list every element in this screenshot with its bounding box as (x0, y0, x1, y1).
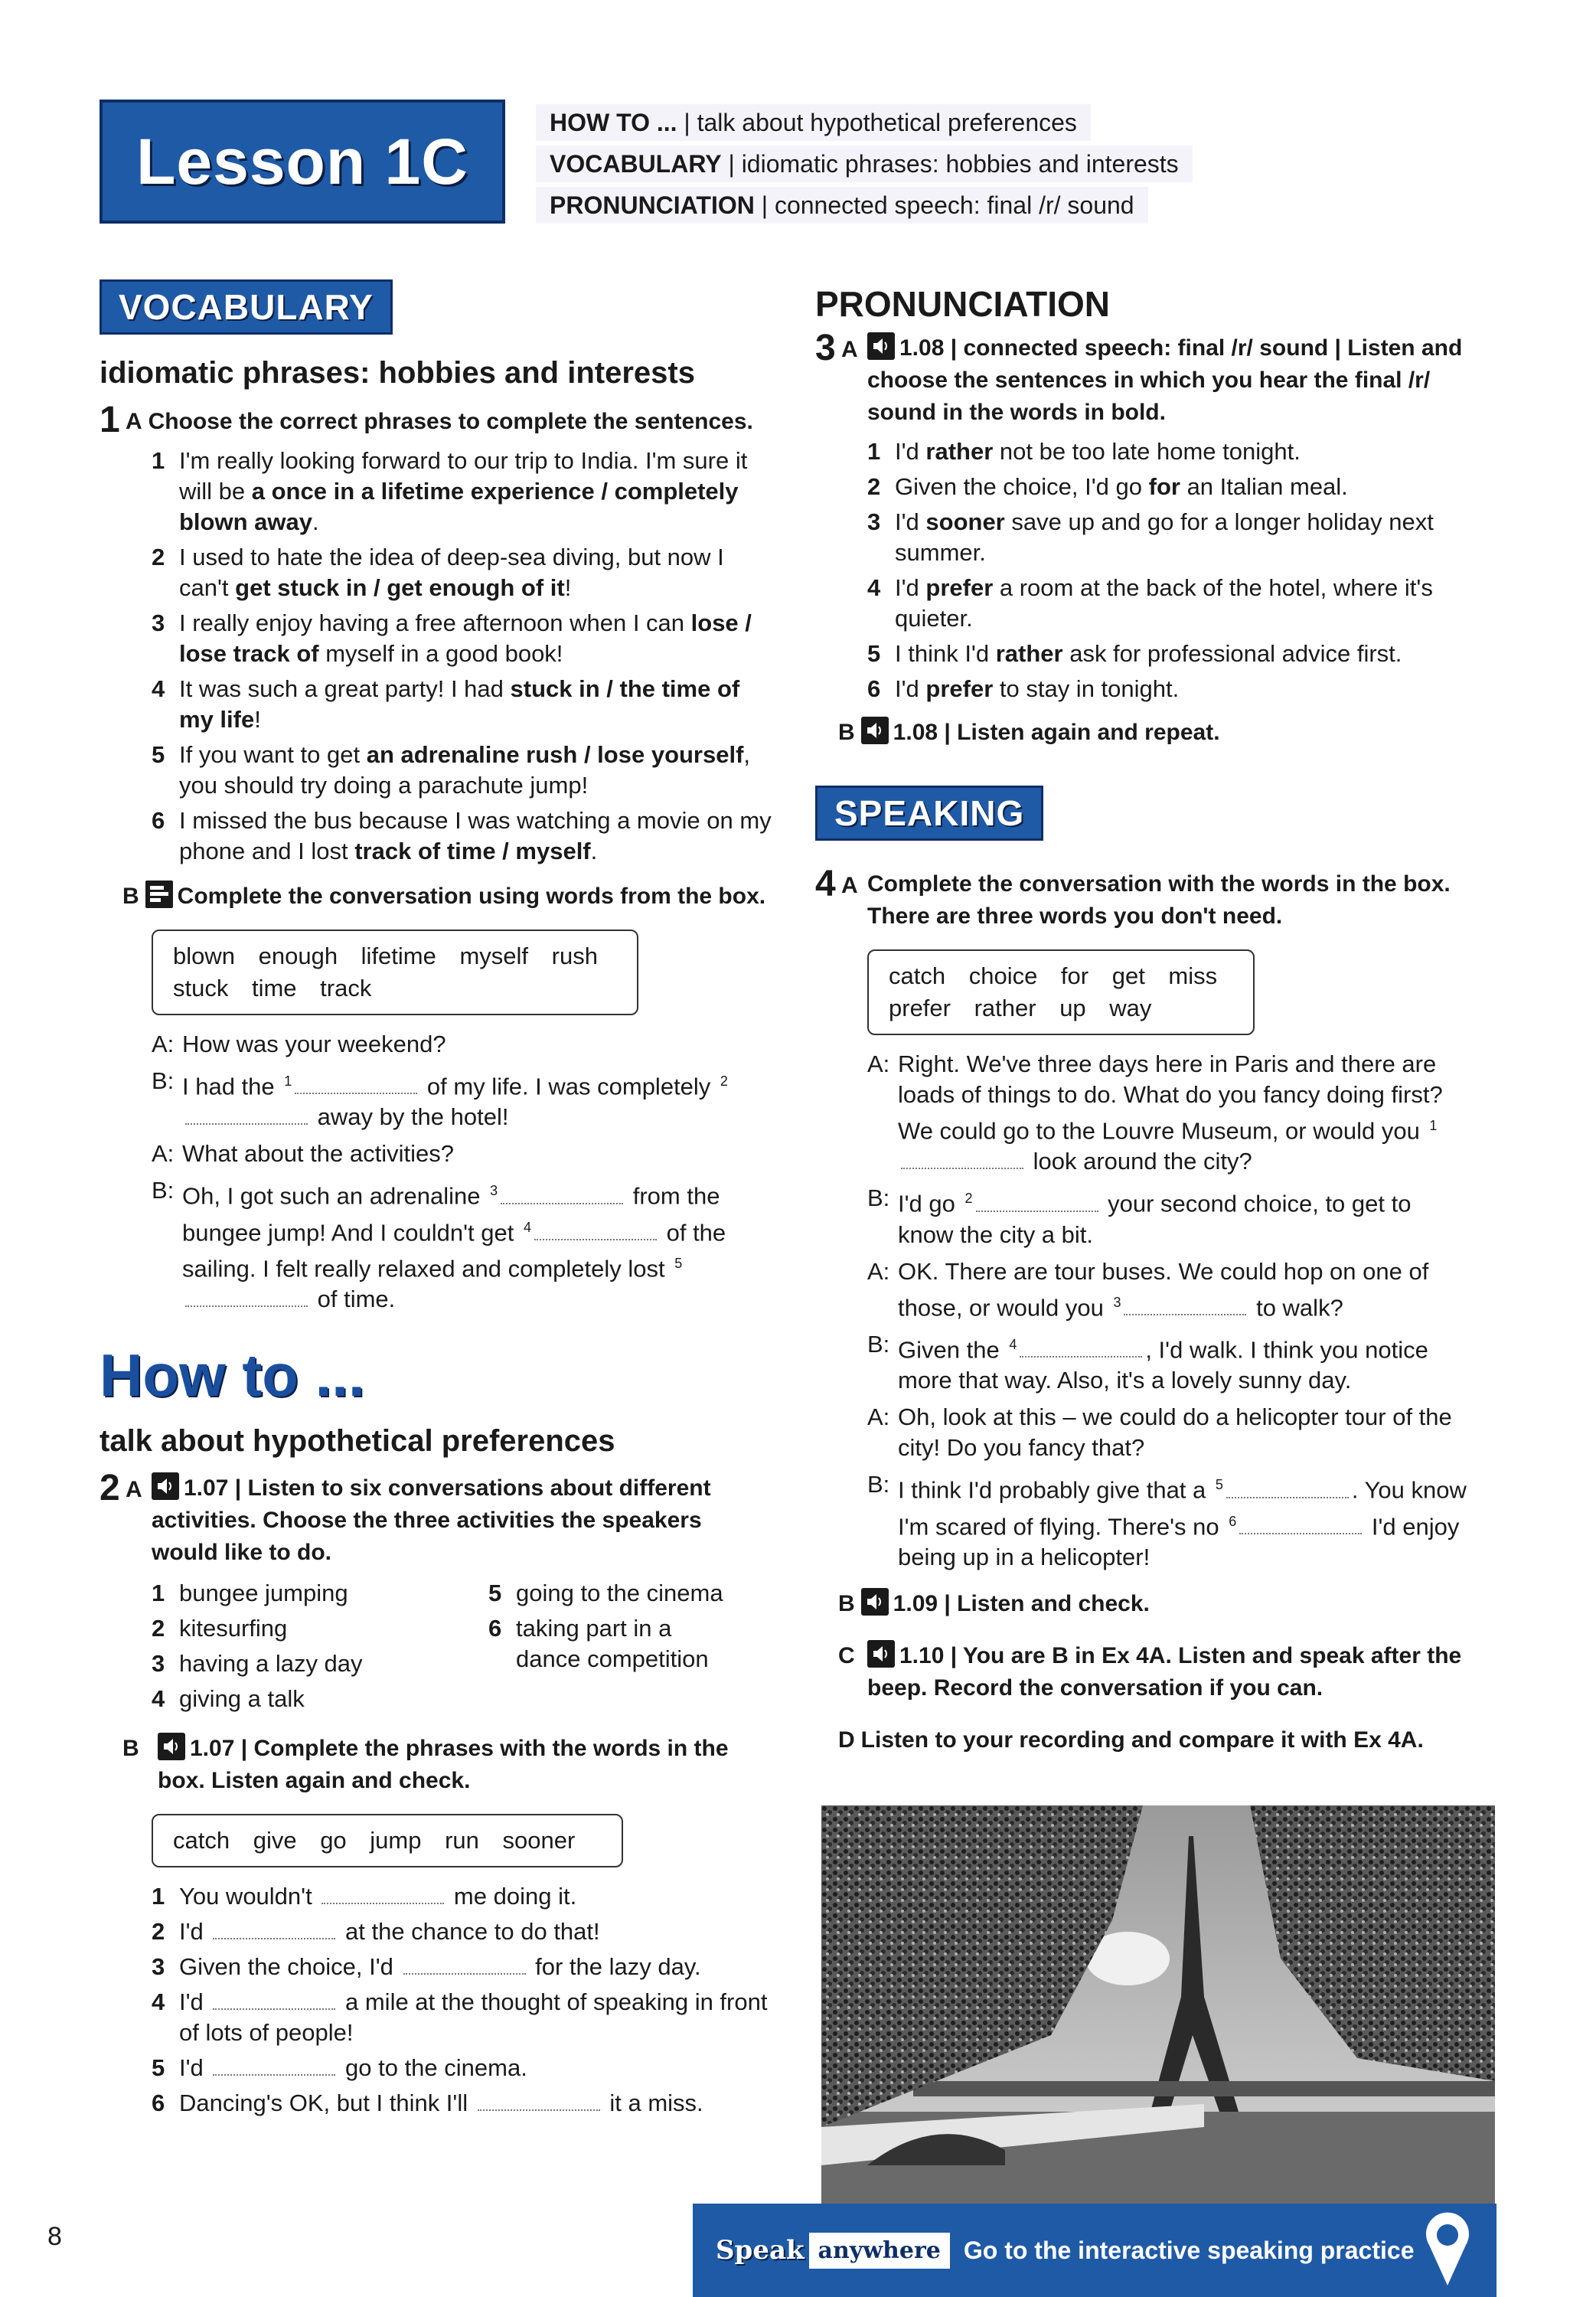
dialog-line (152, 1066, 733, 1132)
speaker-label: B: (867, 1330, 890, 1358)
speaker-label: B: (867, 1471, 890, 1498)
exercise-2a: 2 A 1.07 | Listen to six conversations about different activities. Choose the three activities the speakers would like to do. 1 bungee jumping 2 kitesurfing 3 having a lazy day 4 giving a talk 5 going to the cinema 6 taking part in a dance competition (100, 1472, 773, 1719)
answer-blank[interactable] (501, 1183, 623, 1204)
item-text: taking part in a dance competition (516, 1615, 709, 1673)
exercise-2b: B 1.07 | Complete the phrases with the words in the box. Listen again and check. catch give go jump run sooner 1 You wouldn't me doing it. 2 I'd at the chance to do that! 3 Given the choice, I'd for the lazy day. 4 I'd a mile at the thought of speaking in front of lots of people! 5 I'd go to the cinema. 6 Dancing's OK, but I think I'll it a miss. (122, 1733, 773, 2119)
item-text: I'm really looking forward to our trip to India. I'm sure it will be a once in a lifetime experience / completely blown away. (179, 447, 748, 535)
dialog-line (152, 1139, 733, 1169)
exercise-1b-dialog (152, 1029, 733, 1315)
item-number: 1 (152, 447, 165, 474)
eiffel-tower-photo (821, 1805, 1495, 2204)
item-text: giving a talk (179, 1685, 305, 1713)
choice-phrase: rather (995, 640, 1063, 667)
word-box-2b: catch give go jump run sooner (152, 1814, 623, 1867)
item-number: 6 (152, 807, 165, 834)
item-number: 2 (152, 544, 165, 570)
word-box-4a: catch choice for get miss prefer rather up way (867, 949, 1255, 1035)
exercise-1b: B Complete the conversation using words from the box. blown enough lifetime myself rush stuck time track A: How was your weekend? B: I had the $^1$ of my life. I was completely $^2$ away by the hotel! A: What about the activities? B: Oh, I got such an adrenaline $^3$ from the bungee jump! And I couldn't get $^4$ of the sailing. I felt really relaxed and completely lost $^5$ of time. (122, 881, 773, 1315)
audio-icon[interactable] (861, 717, 889, 744)
blank-number: 4 (523, 1219, 531, 1235)
dialog-text: I had the $^1$ of my life. I was completely $^2$ away by the hotel! (182, 1073, 728, 1131)
item-text: Given the choice, I'd for the lazy day. (179, 1953, 701, 1981)
exercise-4a-dialog (867, 1049, 1472, 1573)
item-text: Given the choice, I'd go for an Italian meal. (895, 473, 1348, 500)
list-item (867, 639, 1496, 669)
vocabulary-heading: idiomatic phrases: hobbies and interests (100, 356, 695, 390)
exercise-3a-items (867, 436, 1496, 704)
item-number: 2 (867, 473, 881, 500)
exercise-4a: 4 A Complete the conversation with the words in the box. There are three words you don't need. catch choice for get miss prefer rather up way A: Right. We've three days here in Paris and there are loads of things to do. What do you fancy doing first? We could go to the Louvre Museum, or would you $^1$ look around the city? B: I'd go $^2$ your second choice, to get to know the city a bit. A: OK. There are tour buses. We could hop on one of those, or would you $^3$ to walk? B: Given the $^4$ , I'd walk. I think you notice more that way. Also, it's a lovely sunny day. A: Oh, look at this – we could do a helicopter tour of the city! Do you fancy that? B: I think I'd probably give that a $^5$ . You know I'm scared of flying. There's no $^6$ I'd enjoy being up in a helicopter! (815, 868, 1496, 1573)
location-pin-icon (1425, 2210, 1470, 2291)
item-number: 1 (152, 1580, 165, 1607)
answer-blank[interactable] (403, 1953, 526, 1975)
dialog-text: I think I'd probably give that a $^5$ . You know I'm scared of flying. There's no $^6$ I'd enjoy being up in a helicopter! (898, 1476, 1467, 1570)
item-text: I missed the bus because I was watching a movie on my phone and I lost track of time / myself. (179, 807, 772, 864)
option-item (488, 1613, 733, 1675)
list-item (152, 805, 773, 867)
item-text: having a lazy day (179, 1650, 363, 1678)
exercise-2a-instruction: Listen to six conversations about different activities. Choose the three activities the speakers would like to do. (152, 1475, 711, 1566)
list-item (867, 573, 1496, 634)
exercise-1a-instruction: Choose the correct phrases to complete the sentences. (148, 409, 753, 434)
list-item (152, 542, 773, 603)
list-item (867, 674, 1496, 704)
lesson-title: Lesson 1C (136, 125, 468, 198)
dialog-text: How was your weekend? (182, 1031, 446, 1057)
speaking-practice-link[interactable]: Go to the interactive speaking practice (963, 2236, 1415, 2264)
lesson-overview (536, 104, 1193, 228)
speaker-label: A: (152, 1140, 175, 1168)
dialog-line (152, 1175, 733, 1315)
exercise-2a-options-col1 (152, 1578, 488, 1719)
choice-phrase: for (1148, 473, 1180, 500)
list-item (152, 674, 773, 735)
overview-row-vocabulary: VOCABULARY | idiomatic phrases: hobbies and interests (536, 145, 1193, 182)
list-item (867, 436, 1496, 467)
audio-icon[interactable] (158, 1733, 185, 1760)
item-text: I'd at the chance to do that! (179, 1918, 600, 1946)
pronunciation-heading: PRONUNCIATION (815, 284, 1111, 324)
list-item (152, 2053, 773, 2083)
choice-phrase: sooner (925, 508, 1005, 535)
answer-blank[interactable] (901, 1148, 1023, 1169)
audio-icon[interactable] (861, 1588, 889, 1616)
choice-phrase: prefer (925, 574, 994, 601)
exercise-3a: 3 A 1.08 | connected speech: final /r/ sound | Listen and choose the sentences in which you hear the final /r/ sound in the words in bold. 1 I'd rather not be too late home tonight. 2 Given the choice, I'd go for an Italian meal. 3 I'd sooner save up and go for a longer holiday next summer. 4 I'd prefer a room at the back of the hotel, where it's quieter. 5 I think I'd rather ask for professional advice first. 6 I'd prefer to stay in tonight. (815, 332, 1496, 704)
blank-number: 2 (964, 1191, 973, 1207)
item-number: 5 (152, 741, 165, 768)
option-item (488, 1578, 733, 1609)
option-item (152, 1684, 488, 1714)
dialog-text: Right. We've three days here in Paris and there are loads of things to do. What do you fancy doing first? We could go to the Louvre Museum, or would you $^1$ look around the city? (898, 1050, 1443, 1175)
speak-anywhere-banner[interactable] (693, 2204, 1496, 2297)
answer-blank[interactable] (534, 1219, 657, 1240)
item-number: 4 (867, 574, 881, 601)
speaker-label: A: (867, 1050, 890, 1077)
dialog-text: I'd go $^2$ your second choice, to get to know the city a bit. (898, 1190, 1412, 1248)
item-number: 4 (152, 1988, 165, 2016)
choice-phrase: lose / lose track of (179, 609, 752, 667)
item-number: 3 (867, 508, 881, 535)
item-text: I think I'd rather ask for professional advice first. (895, 640, 1402, 667)
dialog-line (152, 1029, 733, 1060)
item-text: I'd a mile at the thought of speaking in front of lots of people! (179, 1988, 768, 2047)
answer-blank[interactable] (1020, 1336, 1142, 1358)
dialog-text: Oh, look at this – we could do a helicopter tour of the city! Do you fancy that? (898, 1403, 1452, 1462)
item-text: kitesurfing (179, 1615, 288, 1642)
exercise-3a-instruction: connected speech: final /r/ sound | Listen and choose the sentences in which you hear the final /r/ sound in the words in bold. (867, 335, 1463, 425)
vocabulary-badge: VOCABULARY (100, 279, 393, 335)
page-number: 8 (47, 2222, 62, 2251)
blank-number: 3 (1113, 1294, 1121, 1310)
list-item (152, 1881, 773, 1912)
choice-phrase: get stuck in / get enough of it (235, 574, 565, 601)
item-number: 3 (152, 1650, 165, 1678)
blank-number: 1 (284, 1073, 292, 1089)
list-item (152, 446, 773, 537)
answer-blank[interactable] (185, 1103, 308, 1125)
item-text: If you want to get an adrenaline rush / lose yourself, you should try doing a parachute jump! (179, 741, 751, 799)
exercise-1a: 1 A Choose the correct phrases to complete the sentences. 1 I'm really looking forward to our trip to India. I'm sure it will be a once in a lifetime experience / completely blown away. 2 I used to hate the idea of deep-sea diving, but now I can't get stuck in / get enough of it! 3 I really enjoy having a free afternoon when I can lose / lose track of myself in a good book! 4 It was such a great party! I had stuck in / the time of my life! 5 If you want to get an adrenaline rush / lose yourself, you should try doing a parachute jump! 6 I missed the bus because I was watching a movie on my phone and I lost track of time / myself. (100, 404, 773, 867)
item-number: 6 (488, 1615, 502, 1642)
answer-blank[interactable] (213, 2054, 335, 2076)
speaker-label: B: (867, 1184, 890, 1212)
item-text: I'd prefer a room at the back of the hotel, where it's quieter. (895, 574, 1433, 632)
item-text: Dancing's OK, but I think I'll it a miss. (179, 2090, 703, 2117)
left-column (100, 279, 773, 2123)
exercise-2a-options-col2 (488, 1578, 733, 1719)
list-item (152, 1987, 773, 2048)
option-item (152, 1648, 488, 1679)
answer-blank[interactable] (1239, 1513, 1362, 1534)
item-text: going to the cinema (516, 1580, 723, 1607)
item-number: 4 (152, 1685, 165, 1713)
speaking-badge: SPEAKING (815, 786, 1043, 841)
exercise-4d: D Listen to your recording and compare it with Ex 4A. (838, 1727, 1424, 1753)
item-number: 1 (152, 1883, 165, 1910)
option-item (152, 1578, 488, 1609)
item-number: 3 (152, 1953, 165, 1981)
exercise-1a-items (152, 446, 773, 867)
choice-phrase: a once in a lifetime experience / completely blown away (179, 478, 739, 535)
choice-phrase: an adrenaline rush / lose yourself (366, 741, 744, 768)
item-text: I'd prefer to stay in tonight. (895, 675, 1180, 702)
dialog-text: OK. There are tour buses. We could hop on one of those, or would you $^3$ to walk? (898, 1257, 1429, 1321)
choice-phrase: track of time / myself (354, 838, 591, 864)
item-number: 5 (867, 640, 881, 667)
item-text: You wouldn't me doing it. (179, 1883, 577, 1910)
item-number: 1 (867, 438, 881, 465)
speaker-label: A: (152, 1031, 175, 1057)
exercise-4b: B 1.09 | Listen and check. (838, 1588, 1496, 1620)
answer-blank[interactable] (321, 1883, 444, 1904)
answer-blank[interactable] (185, 1286, 308, 1307)
audio-icon[interactable] (867, 1640, 895, 1668)
list-item (152, 2088, 773, 2119)
list-item (867, 472, 1496, 502)
exercise-2b-instruction: Complete the phrases with the words in the box. Listen again and check. (158, 1736, 729, 1794)
workbook-icon (145, 881, 173, 908)
list-item (152, 1916, 773, 1947)
answer-blank[interactable] (213, 1988, 335, 2010)
list-item (152, 1952, 773, 1982)
list-item (152, 608, 773, 669)
speaker-label: A: (867, 1257, 890, 1285)
item-text: I'd go to the cinema. (179, 2054, 527, 2082)
howto-heading: talk about hypothetical preferences (100, 1424, 615, 1459)
blank-number: 2 (720, 1073, 728, 1089)
answer-blank[interactable] (213, 1918, 335, 1939)
option-item (152, 1613, 488, 1644)
item-number: 2 (152, 1615, 165, 1642)
speaker-label: B: (152, 1177, 175, 1204)
item-text: I really enjoy having a free afternoon when I can lose / lose track of myself in a good book! (179, 609, 752, 667)
dialog-line (867, 1469, 1472, 1573)
dialog-text: Oh, I got such an adrenaline $^3$ from the bungee jump! And I couldn't get $^4$ of the sailing. I felt really relaxed and completely lost $^5$ of time. (182, 1182, 726, 1313)
item-number: 5 (488, 1580, 502, 1607)
dialog-line (867, 1183, 1472, 1250)
speak-label: Speak (716, 2235, 805, 2266)
answer-blank[interactable] (976, 1191, 1098, 1212)
choice-phrase: rather (925, 438, 994, 465)
exercise-2b-items (152, 1881, 773, 2119)
choice-phrase: stuck in / the time of my life (179, 675, 740, 733)
answer-blank[interactable] (1124, 1294, 1246, 1315)
exercise-1b-instruction: Complete the conversation using words from the box. (177, 884, 766, 909)
answer-blank[interactable] (1226, 1477, 1349, 1498)
blank-number: 5 (1215, 1477, 1223, 1493)
right-column (815, 283, 1496, 1756)
item-text: I'd rather not be too late home tonight. (895, 438, 1301, 465)
item-number: 6 (152, 2090, 165, 2117)
dialog-line (867, 1256, 1472, 1323)
blank-number: 1 (1429, 1118, 1438, 1133)
lesson-title-box (100, 100, 505, 224)
blank-number: 6 (1229, 1513, 1237, 1529)
exercise-4c: C 1.10 | You are B in Ex 4A. Listen and speak after the beep. Record the conversation if you can. (838, 1640, 1496, 1704)
list-item (152, 740, 773, 801)
item-number: 3 (152, 609, 165, 636)
item-text: bungee jumping (179, 1580, 348, 1607)
exercise-3b: B 1.08 | Listen again and repeat. (838, 717, 1496, 749)
item-number: 5 (152, 2054, 165, 2082)
item-number: 2 (152, 1918, 165, 1946)
exercise-4a-instruction: Complete the conversation with the words in the box. There are three words you don't need. (867, 871, 1451, 929)
audio-icon[interactable] (867, 332, 895, 360)
item-text: It was such a great party! I had stuck in / the time of my life! (179, 675, 740, 733)
answer-blank[interactable] (478, 2090, 600, 2111)
word-box-1b: blown enough lifetime myself rush stuck time track (152, 930, 638, 1015)
item-number: 6 (867, 675, 881, 702)
dialog-text: What about the activities? (182, 1140, 454, 1168)
item-text: I'd sooner save up and go for a longer holiday next summer. (895, 508, 1434, 566)
blank-number: 5 (674, 1255, 683, 1271)
howto-title: How to ... (100, 1341, 365, 1410)
choice-phrase: prefer (925, 675, 994, 702)
dialog-text: Given the $^4$ , I'd walk. I think you notice more that way. Also, it's a lovely sunny day. (898, 1336, 1428, 1394)
blank-number: 3 (490, 1183, 498, 1199)
dialog-line (867, 1402, 1472, 1463)
item-text: I used to hate the idea of deep-sea diving, but now I can't get stuck in / get enough of it! (179, 544, 724, 601)
dialog-line (867, 1049, 1472, 1177)
speaker-label: B: (152, 1067, 175, 1094)
anywhere-label: anywhere (809, 2233, 950, 2269)
dialog-line (867, 1329, 1472, 1396)
item-number: 4 (152, 675, 165, 702)
overview-row-howto: HOW TO ... | talk about hypothetical preferences (536, 104, 1091, 141)
answer-blank[interactable] (295, 1073, 417, 1094)
audio-icon[interactable] (152, 1472, 179, 1500)
overview-row-pronunciation: PRONUNCIATION | connected speech: final /r/ sound (536, 187, 1148, 224)
blank-number: 4 (1009, 1336, 1017, 1352)
speaker-label: A: (867, 1403, 890, 1431)
list-item (867, 507, 1496, 568)
